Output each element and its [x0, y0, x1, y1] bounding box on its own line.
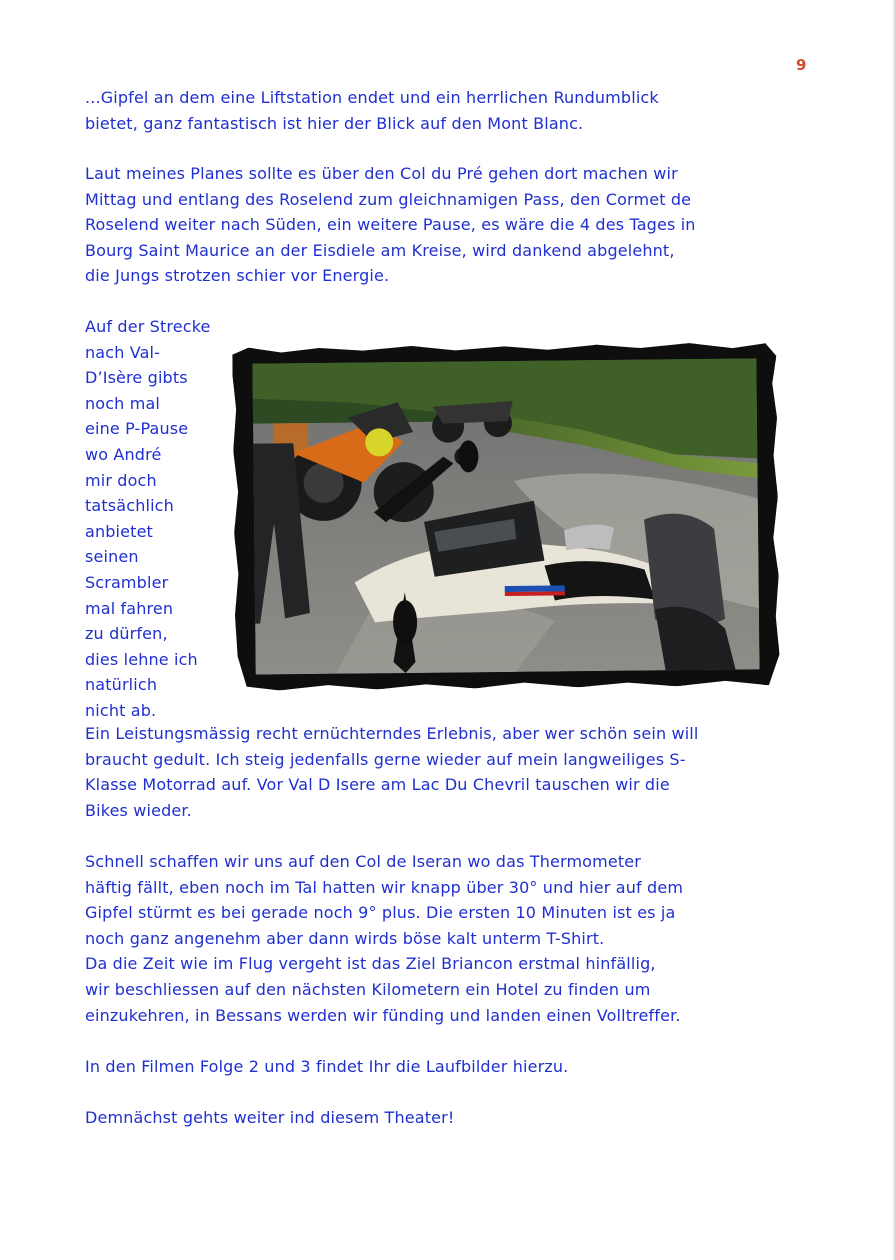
motorcycle-photo	[232, 342, 780, 691]
text-line: seinen	[85, 547, 139, 567]
motorcycle-photo-image	[252, 358, 759, 674]
text-line: In den Filmen Folge 2 und 3 findet Ihr die Laufbilder hierzu.	[85, 1057, 569, 1076]
text-line: Ein Leistungsmässig recht ernüchterndes Erlebnis, aber wer schön sein will	[85, 724, 699, 743]
text-line: Bikes wieder.	[85, 800, 192, 820]
text-line: Auf der Strecke	[85, 317, 211, 336]
text-line: natürlich	[85, 675, 158, 695]
text-line: mir doch	[85, 470, 157, 490]
paragraph-5	[85, 1054, 810, 1080]
text-line: dies lehne ich	[85, 649, 198, 669]
text-line: braucht gedult. Ich steig jedenfalls gerne wieder auf mein langweiliges S-	[85, 749, 686, 769]
text-line: Da die Zeit wie im Flug vergeht ist das Ziel Briancon erstmal hinfällig,	[85, 954, 656, 974]
text-line: noch mal	[85, 393, 160, 413]
text-line: Laut meines Planes sollte es über den Col du Pré gehen dort machen wir	[85, 164, 678, 183]
text-line: Bourg Saint Maurice an der Eisdiele am Kreise, wird dankend abgelehnt,	[85, 240, 675, 260]
text-line: Schnell schaffen wir uns auf den Col de Iseran wo das Thermometer	[85, 852, 641, 871]
paragraph-4	[85, 849, 810, 1028]
text-line: Gipfel stürmt es bei gerade noch 9° plus. Die ersten 10 Minuten ist es ja	[85, 903, 676, 923]
page-number: 9	[796, 56, 807, 74]
text-line: wo André	[85, 444, 162, 464]
text-line: nicht ab.	[85, 700, 157, 720]
text-line: bietet, ganz fantastisch ist hier der Blick auf den Mont Blanc.	[85, 113, 584, 133]
text-line: Scrambler	[85, 572, 169, 592]
text-line: Roselend weiter nach Süden, ein weitere Pause, es wäre die 4 des Tages in	[85, 215, 696, 235]
text-line: nach Val-	[85, 342, 161, 362]
text-line: Demnächst gehts weiter ind diesem Theater!	[85, 1108, 455, 1127]
paragraph-3-continued	[85, 721, 810, 823]
paragraph-2	[85, 161, 810, 289]
text-line: die Jungs strotzen schier vor Energie.	[85, 266, 390, 286]
text-line: ...Gipfel an dem eine Liftstation endet und ein herrlichen Rundumblick	[85, 88, 659, 107]
text-line: einzukehren, in Bessans werden wir fünding und landen einen Volltreffer.	[85, 1005, 681, 1025]
paragraph-1	[85, 85, 810, 136]
text-line: mal fahren	[85, 598, 174, 618]
text-line: Klasse Motorrad auf. Vor Val D Isere am Lac Du Chevril tauschen wir die	[85, 775, 670, 795]
text-line: wir beschliessen auf den nächsten Kilometern ein Hotel zu finden um	[85, 979, 651, 999]
paragraph-6	[85, 1105, 810, 1131]
text-line: eine P-Pause	[85, 419, 189, 439]
text-line: zu dürfen,	[85, 624, 168, 644]
text-line: tatsächlich	[85, 496, 174, 516]
text-line: anbietet	[85, 521, 153, 541]
text-line: Mittag und entlang des Roselend zum gleichnamigen Pass, den Cormet de	[85, 189, 692, 209]
text-line: D’Isère gibts	[85, 368, 188, 388]
text-line: häftig fällt, eben noch im Tal hatten wir knapp über 30° und hier auf dem	[85, 877, 684, 897]
paragraph-3-wrapped	[85, 314, 235, 724]
text-line: noch ganz angenehm aber dann wirds böse kalt unterm T-Shirt.	[85, 928, 605, 948]
